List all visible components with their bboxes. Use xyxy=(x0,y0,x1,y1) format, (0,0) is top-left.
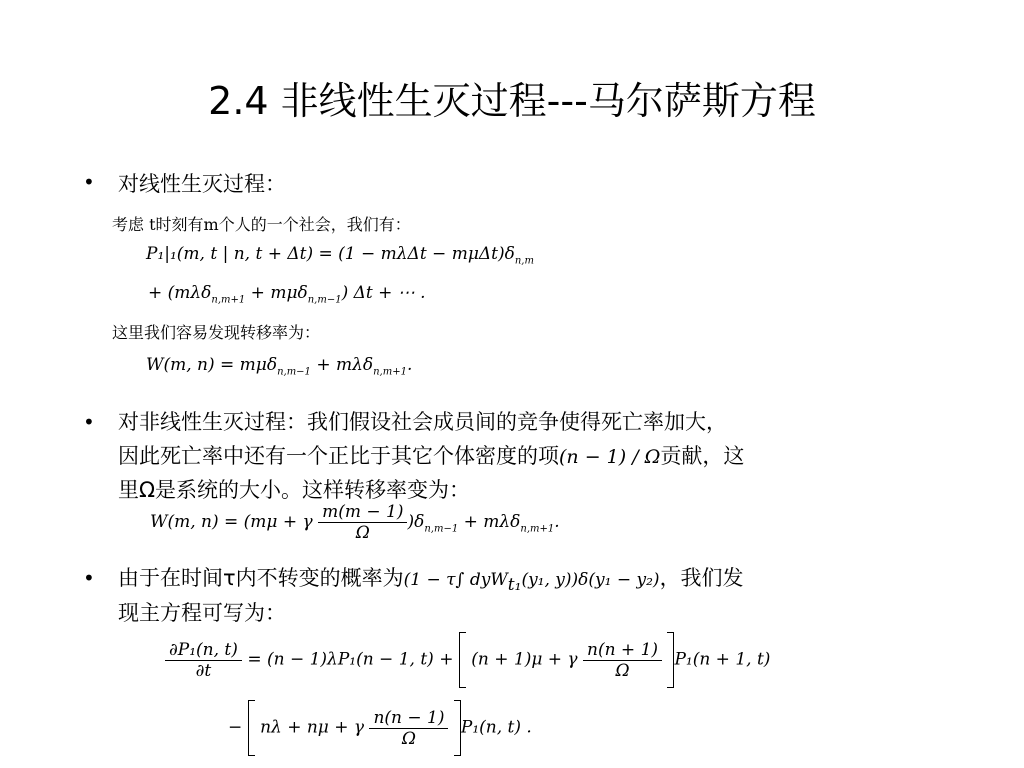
eq1-line1-sub: n,m xyxy=(514,255,534,267)
me-dnum: ∂P₁(n, t) xyxy=(165,640,242,661)
bullet-marker-1: • xyxy=(83,170,95,194)
eq1-line2-sub-a: n,m+1 xyxy=(211,294,246,306)
me-dden: ∂t xyxy=(195,660,212,681)
master-equation-line-2 xyxy=(228,700,532,756)
equation-1-line-2 xyxy=(148,283,426,305)
bullet-1-heading: 对线性生灭过程： xyxy=(118,172,286,196)
slide-title: 2.4 非线性生灭过程---马尔萨斯方程 xyxy=(208,79,816,123)
eq3-fraction xyxy=(318,502,407,543)
bullet-marker-2: • xyxy=(83,410,95,434)
me-bracket-open-1 xyxy=(459,632,466,688)
equation-1-line-1 xyxy=(146,244,534,266)
eq3-den: Ω xyxy=(355,523,370,543)
me-eq: = (n − 1)λP₁(n − 1, t) + xyxy=(247,649,454,670)
eq2-end: . xyxy=(406,355,413,375)
eq2-mid: + mλδ xyxy=(310,355,374,375)
me-bracket-open-2 xyxy=(248,700,255,756)
bullet-3-line-1 xyxy=(118,562,744,595)
b2-line2-b: 贡献，这 xyxy=(660,444,745,468)
eq1-line2-mid: + mμδ xyxy=(245,283,308,303)
b2-line2-math: (n − 1) / Ω xyxy=(559,446,661,468)
me-b1-num: n(n + 1) xyxy=(583,640,662,661)
eq2-a: W(m, n) = mμδ xyxy=(146,355,278,375)
me-b2-a: nλ + nμ + γ xyxy=(260,717,365,738)
b3-line1-math-sub: t₁ xyxy=(507,575,522,596)
eq1-line2-sub-b: n,m−1 xyxy=(307,294,342,306)
bullet-1-intro: 考虑 t时刻有m个人的一个社会，我们有： xyxy=(112,215,411,234)
eq1-line1-text: P₁|₁(m, t | n, t + Δt) = (1 − mλΔt − mμΔt)δ xyxy=(146,244,515,264)
equation-3 xyxy=(150,502,560,543)
bullet-1-note: 这里我们容易发现转移率为： xyxy=(112,323,321,342)
eq2-sub-b: n,m+1 xyxy=(373,366,407,378)
b3-line1-math-b: (y₁, y))δ(y₁ − y₂) xyxy=(521,570,660,590)
eq3-sub-a: n,m−1 xyxy=(424,523,459,535)
me-b1-after: P₁(n + 1, t) xyxy=(674,649,771,670)
me-bracket-close-2 xyxy=(454,700,461,756)
bullet-2-line-3: 里Ω是系统的大小。这样转移率变为： xyxy=(118,478,471,502)
b3-line1-math: (1 − τ∫ dyW xyxy=(403,570,508,590)
eq3-rhs: )δ xyxy=(407,512,425,532)
eq3-end: . xyxy=(554,512,560,532)
b3-line1-b: ，我们发 xyxy=(659,566,744,590)
eq1-line2-a: + (mλδ xyxy=(148,283,212,303)
me-b1-fraction xyxy=(583,640,662,681)
eq3-lhs: W(m, n) = (mμ + γ xyxy=(150,512,313,532)
me-b2-num: n(n − 1) xyxy=(369,708,448,729)
bullet-2-line-2 xyxy=(118,440,744,470)
me-b1-a: (n + 1)μ + γ xyxy=(471,649,578,670)
eq3-mid: + mλδ xyxy=(458,512,521,532)
b2-line2-a: 因此死亡率中还有一个正比于其它个体密度的项 xyxy=(118,444,559,468)
me-b1-den: Ω xyxy=(615,660,630,681)
b3-line1-a: 由于在时间τ内不转变的概率为 xyxy=(118,566,404,590)
eq3-sub-b: n,m+1 xyxy=(520,523,555,535)
eq1-line2-end: ) Δt + ⋯ . xyxy=(341,283,426,303)
me-b2-den: Ω xyxy=(401,728,417,749)
eq2-sub-a: n,m−1 xyxy=(277,366,311,378)
me2-minus: − xyxy=(228,717,243,738)
me-b2-fraction xyxy=(369,708,448,749)
me-b2-after: P₁(n, t) . xyxy=(460,717,532,738)
master-equation-line-1 xyxy=(165,632,770,688)
bullet-2-line-1: 对非线性生灭过程：我们假设社会成员间的竞争使得死亡率加大， xyxy=(118,410,727,434)
bullet-marker-3: • xyxy=(83,566,95,590)
eq3-num: m(m − 1) xyxy=(318,502,407,523)
me-derivative xyxy=(165,640,242,681)
equation-2 xyxy=(146,355,412,377)
bullet-3-line-2: 现主方程可写为： xyxy=(118,601,286,625)
